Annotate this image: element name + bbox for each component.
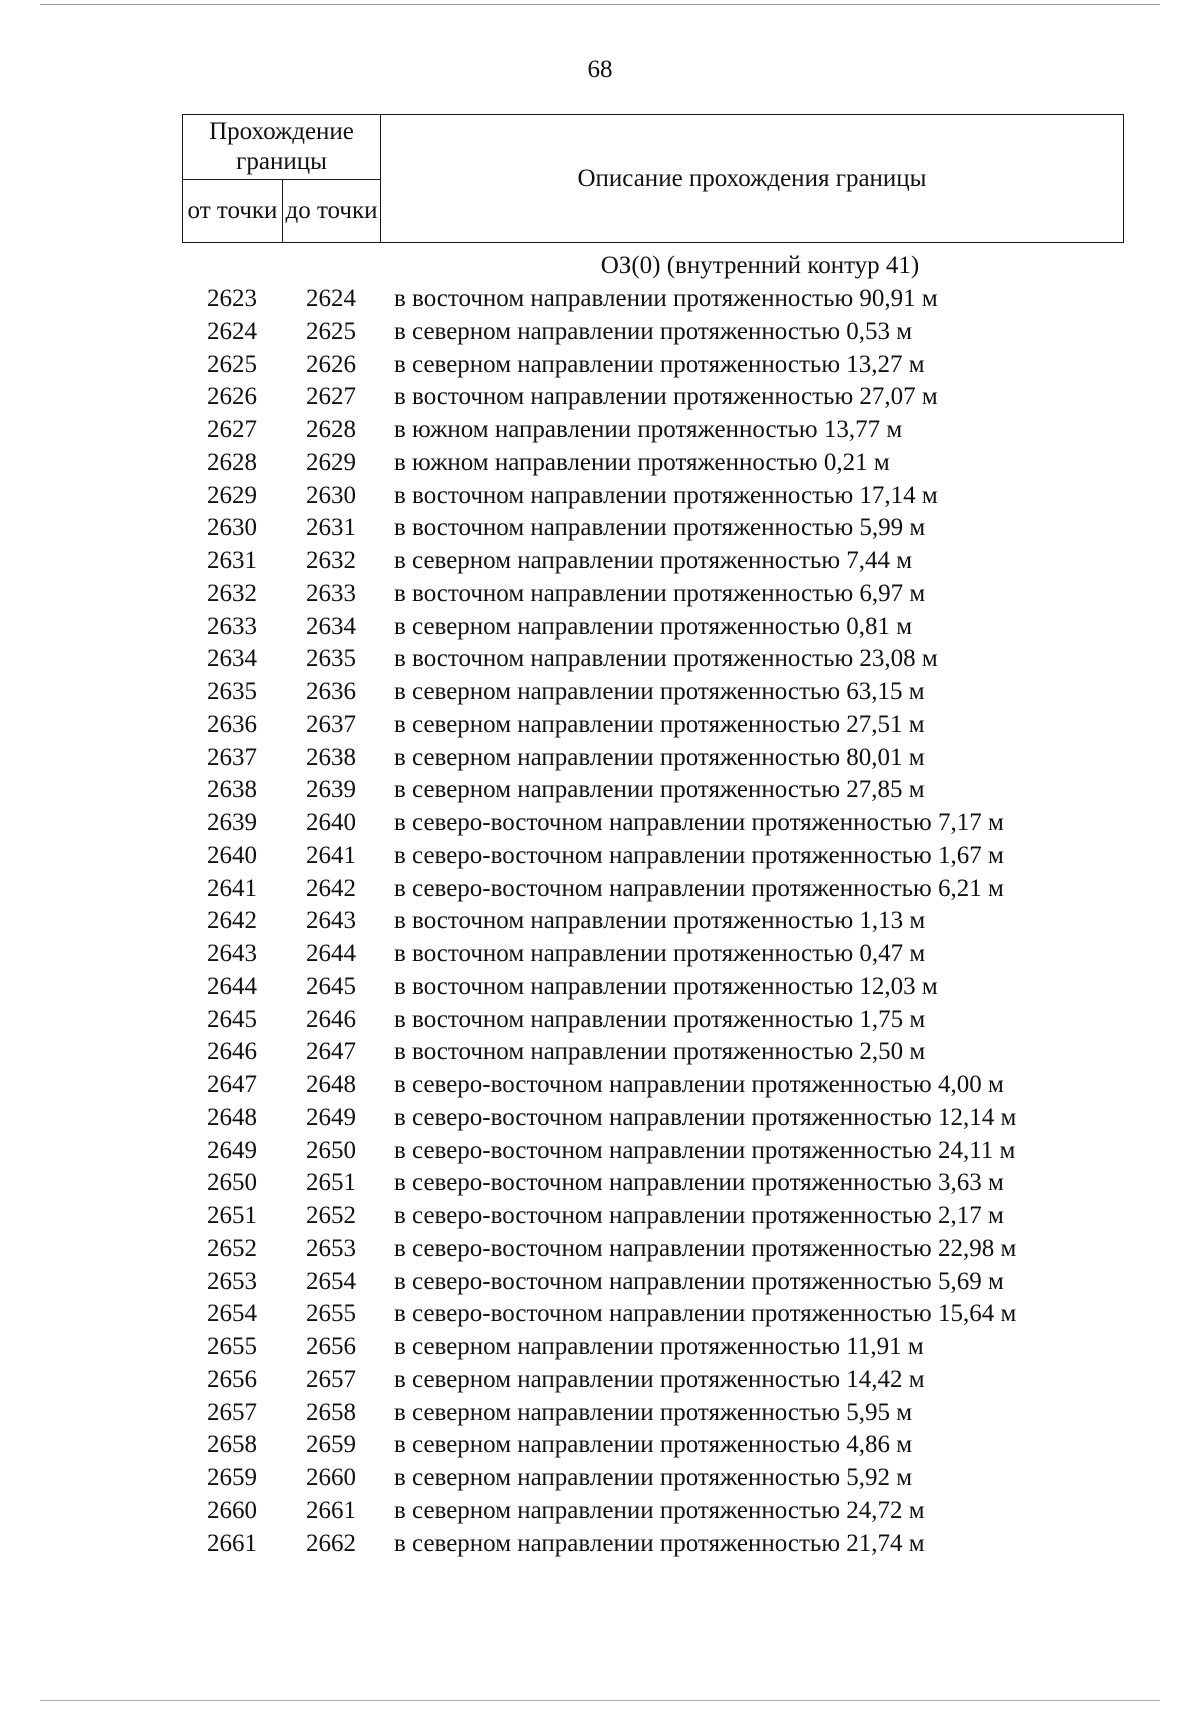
- table-row: [182, 742, 1142, 775]
- row-description: в северном направлении протяженностью 13,27 м: [394, 350, 925, 378]
- to-point: 2644: [306, 940, 356, 967]
- table-row: [182, 545, 1142, 578]
- table-row: [182, 709, 1142, 742]
- scan-top-edge: [40, 4, 1160, 5]
- row-description: в северном направлении протяженностью 11,91 м: [394, 1333, 924, 1360]
- table-row: [182, 611, 1142, 644]
- to-point: 2655: [306, 1300, 356, 1328]
- to-point: 2639: [306, 776, 356, 804]
- table-row: [182, 1397, 1142, 1430]
- header-description: Описание прохождения границы: [381, 115, 1124, 243]
- table-row: [182, 1331, 1142, 1364]
- table-row: [182, 1364, 1142, 1397]
- page-number: 68: [587, 56, 613, 83]
- to-point: 2627: [306, 383, 356, 411]
- from-point: 2653: [207, 1267, 257, 1295]
- to-point: 2625: [306, 317, 356, 345]
- to-point: 2631: [306, 514, 356, 542]
- row-description: в восточном направлении протяженностью 12,03 м: [394, 972, 938, 1000]
- table-row: [182, 414, 1142, 447]
- table-row: [182, 1462, 1142, 1495]
- table-row: [182, 676, 1142, 709]
- table-row: [182, 1102, 1142, 1135]
- table-row: [182, 1200, 1142, 1233]
- from-point: 2640: [207, 841, 257, 869]
- row-description: в южном направлении протяженностью 13,77 м: [394, 416, 903, 443]
- to-point: 2645: [306, 972, 356, 1000]
- row-description: в северо-восточном направлении протяженностью 6,21 м: [394, 874, 1004, 902]
- table-row: [182, 1528, 1142, 1561]
- from-point: 2657: [207, 1398, 257, 1426]
- table-row: [182, 643, 1142, 676]
- to-point: 2626: [306, 350, 356, 378]
- from-point: 2650: [207, 1169, 257, 1197]
- from-point: 2637: [207, 743, 257, 771]
- from-point: 2632: [207, 579, 257, 607]
- table-row: [182, 1233, 1142, 1266]
- table-row: [182, 905, 1142, 938]
- from-point: 2634: [207, 645, 257, 673]
- from-point: 2629: [207, 481, 257, 509]
- to-point: 2660: [306, 1464, 356, 1491]
- from-point: 2651: [207, 1202, 257, 1229]
- to-point: 2647: [306, 1038, 356, 1066]
- to-point: 2633: [306, 579, 356, 607]
- table-row: [182, 316, 1142, 349]
- table-row: [182, 1266, 1142, 1299]
- to-point: 2653: [306, 1234, 356, 1262]
- row-description: в северном направлении протяженностью 27,51 м: [394, 710, 925, 738]
- from-point: 2625: [207, 350, 257, 378]
- section-title: ОЗ(0) (внутренний контур 41): [600, 252, 920, 279]
- row-description: в северном направлении протяженностью 27,85 м: [394, 776, 925, 804]
- table-row: [182, 971, 1142, 1004]
- header-to: до точки: [283, 180, 381, 243]
- table-row: [182, 1167, 1142, 1200]
- table-row: [182, 578, 1142, 611]
- to-point: 2629: [306, 448, 356, 476]
- row-description: в северном направлении протяженностью 0,53 м: [394, 317, 913, 345]
- from-point: 2649: [207, 1136, 257, 1164]
- from-point: 2648: [207, 1103, 257, 1131]
- row-description: в северо-восточном направлении протяженностью 3,63 м: [394, 1169, 1004, 1197]
- from-point: 2645: [207, 1005, 257, 1033]
- table-row: [182, 1298, 1142, 1331]
- row-description: в северном направлении протяженностью 7,44 м: [394, 547, 913, 574]
- table-row: [182, 381, 1142, 414]
- row-description: в северном направлении протяженностью 14,42 м: [394, 1365, 925, 1393]
- from-point: 2631: [207, 547, 257, 574]
- from-point: 2660: [207, 1496, 257, 1524]
- to-point: 2657: [306, 1365, 356, 1393]
- from-point: 2627: [207, 416, 257, 443]
- to-point: 2643: [306, 907, 356, 935]
- header-from: от точки: [183, 180, 283, 243]
- from-point: 2636: [207, 710, 257, 738]
- from-point: 2654: [207, 1300, 257, 1328]
- to-point: 2658: [306, 1398, 356, 1426]
- table-row: [182, 512, 1142, 545]
- from-point: 2638: [207, 776, 257, 804]
- row-description: в северо-восточном направлении протяженностью 7,17 м: [394, 809, 1004, 836]
- to-point: 2648: [306, 1071, 356, 1098]
- from-point: 2658: [207, 1431, 257, 1459]
- to-point: 2641: [306, 841, 356, 869]
- row-description: в северном направлении протяженностью 63,15 м: [394, 678, 925, 705]
- row-description: в восточном направлении протяженностью 90,91 м: [394, 285, 938, 312]
- row-description: в восточном направлении протяженностью 2,50 м: [394, 1038, 926, 1066]
- row-description: в северном направлении протяженностью 24,72 м: [394, 1496, 925, 1524]
- table-row: [182, 283, 1142, 316]
- from-point: 2624: [207, 317, 257, 345]
- to-point: 2659: [306, 1431, 356, 1459]
- row-description: в восточном направлении протяженностью 17,14 м: [394, 481, 938, 509]
- to-point: 2628: [306, 416, 356, 443]
- to-point: 2654: [306, 1267, 356, 1295]
- table-row: [182, 1429, 1142, 1462]
- to-point: 2635: [306, 645, 356, 673]
- table-row: [182, 873, 1142, 906]
- to-point: 2661: [306, 1496, 356, 1524]
- from-point: 2641: [207, 874, 257, 902]
- row-description: в северо-восточном направлении протяженностью 4,00 м: [394, 1071, 1004, 1098]
- from-point: 2644: [207, 972, 257, 1000]
- from-point: 2623: [207, 285, 257, 312]
- row-description: в северном направлении протяженностью 5,92 м: [394, 1464, 913, 1491]
- row-description: в северо-восточном направлении протяженностью 24,11 м: [394, 1136, 1016, 1164]
- to-point: 2636: [306, 678, 356, 705]
- table-row: [182, 349, 1142, 382]
- from-point: 2630: [207, 514, 257, 542]
- row-description: в восточном направлении протяженностью 0,47 м: [394, 940, 926, 967]
- row-description: в северном направлении протяженностью 0,81 м: [394, 612, 913, 640]
- row-description: в северном направлении протяженностью 4,86 м: [394, 1431, 913, 1459]
- row-description: в северо-восточном направлении протяженностью 5,69 м: [394, 1267, 1004, 1295]
- to-point: 2652: [306, 1202, 356, 1229]
- table-row: [182, 1004, 1142, 1037]
- row-description: в северном направлении протяженностью 21,74 м: [394, 1529, 925, 1557]
- table-row: [182, 1495, 1142, 1528]
- to-point: 2656: [306, 1333, 356, 1360]
- from-point: 2655: [207, 1333, 257, 1360]
- row-description: в северном направлении протяженностью 80,01 м: [394, 743, 925, 771]
- to-point: 2632: [306, 547, 356, 574]
- from-point: 2639: [207, 809, 257, 836]
- table-row: [182, 1036, 1142, 1069]
- from-point: 2656: [207, 1365, 257, 1393]
- to-point: 2651: [306, 1169, 356, 1197]
- to-point: 2649: [306, 1103, 356, 1131]
- table-row: [182, 447, 1142, 480]
- from-point: 2652: [207, 1234, 257, 1262]
- from-point: 2635: [207, 678, 257, 705]
- from-point: 2647: [207, 1071, 257, 1098]
- scan-bottom-edge: [40, 1700, 1160, 1701]
- table-row: [182, 774, 1142, 807]
- from-point: 2642: [207, 907, 257, 935]
- to-point: 2642: [306, 874, 356, 902]
- table-row: [182, 1069, 1142, 1102]
- table-row: [182, 480, 1142, 513]
- row-description: в восточном направлении протяженностью 27,07 м: [394, 383, 938, 411]
- to-point: 2650: [306, 1136, 356, 1164]
- row-description: в северо-восточном направлении протяженностью 2,17 м: [394, 1202, 1004, 1229]
- from-point: 2661: [207, 1529, 257, 1557]
- header-passage: Прохождение границы: [183, 115, 381, 180]
- row-description: в восточном направлении протяженностью 1,13 м: [394, 907, 926, 935]
- row-description: в восточном направлении протяженностью 6,97 м: [394, 579, 926, 607]
- to-point: 2624: [306, 285, 356, 312]
- to-point: 2640: [306, 809, 356, 836]
- to-point: 2646: [306, 1005, 356, 1033]
- to-point: 2638: [306, 743, 356, 771]
- row-description: в северо-восточном направлении протяженностью 15,64 м: [394, 1300, 1017, 1328]
- row-description: в южном направлении протяженностью 0,21 м: [394, 448, 890, 476]
- row-description: в северном направлении протяженностью 5,95 м: [394, 1398, 913, 1426]
- from-point: 2643: [207, 940, 257, 967]
- table-row: [182, 807, 1142, 840]
- table-row: [182, 840, 1142, 873]
- from-point: 2646: [207, 1038, 257, 1066]
- from-point: 2626: [207, 383, 257, 411]
- row-description: в восточном направлении протяженностью 1,75 м: [394, 1005, 926, 1033]
- to-point: 2662: [306, 1529, 356, 1557]
- row-description: в восточном направлении протяженностью 23,08 м: [394, 645, 938, 673]
- table-body: [182, 283, 1142, 1560]
- from-point: 2628: [207, 448, 257, 476]
- table-header: [182, 114, 1124, 243]
- to-point: 2634: [306, 612, 356, 640]
- row-description: в северо-восточном направлении протяженностью 12,14 м: [394, 1103, 1017, 1131]
- from-point: 2633: [207, 612, 257, 640]
- to-point: 2630: [306, 481, 356, 509]
- table-row: [182, 938, 1142, 971]
- from-point: 2659: [207, 1464, 257, 1491]
- table-row: [182, 1135, 1142, 1168]
- row-description: в восточном направлении протяженностью 5,99 м: [394, 514, 926, 542]
- row-description: в северо-восточном направлении протяженностью 22,98 м: [394, 1234, 1017, 1262]
- to-point: 2637: [306, 710, 356, 738]
- row-description: в северо-восточном направлении протяженностью 1,67 м: [394, 841, 1004, 869]
